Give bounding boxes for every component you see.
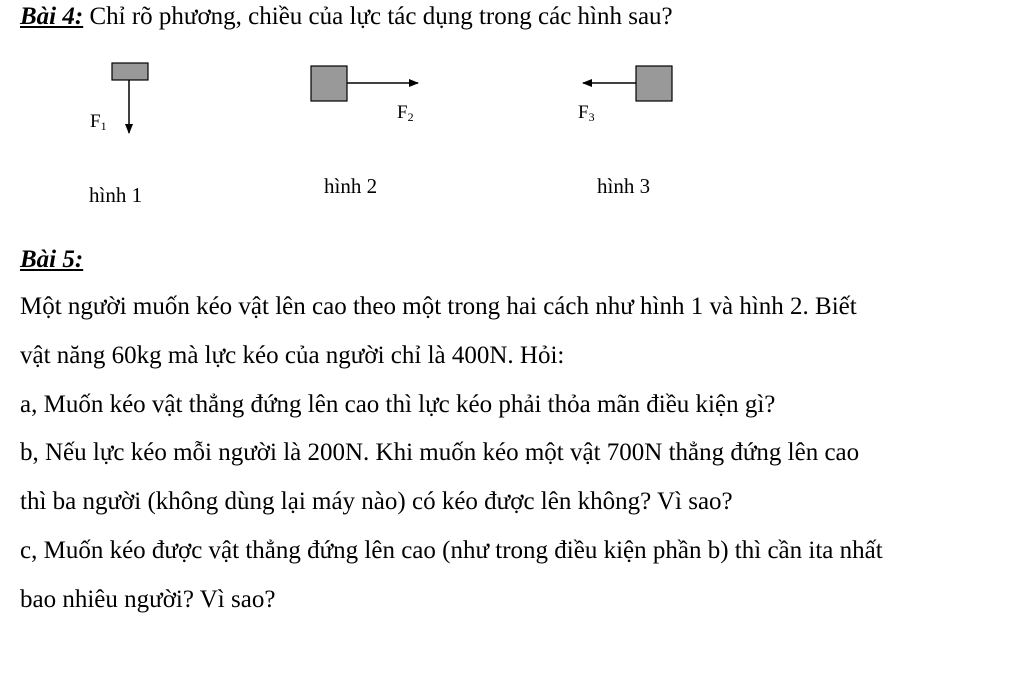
figure-2-force-symbol: F	[397, 102, 408, 123]
figure-3-block	[636, 66, 672, 101]
figure-2-caption: hình 2	[324, 174, 378, 198]
bai4-question: Chỉ rõ phương, chiều của lực tác dụng trong các hình sau?	[89, 3, 673, 30]
bai5-heading: Bài 5:	[20, 246, 84, 273]
figure-3-force-index: 3	[588, 110, 595, 124]
bai5-line-2: vật năng 60kg mà lực kéo của người chỉ là 400N. Hỏi:	[20, 342, 565, 369]
bai5-line-3: a, Muốn kéo vật thẳng đứng lên cao thì lực kéo phải thỏa mãn điều kiện gì?	[20, 391, 776, 418]
bai4-heading: Bài 4:	[20, 3, 84, 30]
bai5-line-6: c, Muốn kéo được vật thẳng đứng lên cao (như trong điều kiện phần b) thì cần ita nhất	[20, 537, 883, 564]
force-diagrams	[0, 0, 1024, 240]
figure-2-force-index: 2	[407, 110, 414, 124]
figure-3	[583, 66, 672, 101]
figure-1	[112, 63, 148, 133]
bai5-line-5: thì ba người (không dùng lại máy nào) có kéo được lên không? Vì sao?	[20, 488, 733, 515]
figure-1-caption: hình 1	[89, 183, 143, 207]
figure-1-force-label	[90, 111, 107, 137]
figure-3-caption: hình 3	[597, 174, 651, 198]
figure-2	[311, 66, 418, 101]
figure-1-force-index: 1	[100, 119, 107, 133]
bai5-line-4: b, Nếu lực kéo mỗi người là 200N. Khi muốn kéo một vật 700N thẳng đứng lên cao	[20, 439, 860, 466]
figure-1-force-symbol: F	[90, 111, 101, 132]
bai5-line-1: Một người muốn kéo vật lên cao theo một trong hai cách như hình 1 và hình 2. Biết	[20, 293, 857, 320]
bai5-line-7: bao nhiêu người? Vì sao?	[20, 586, 276, 613]
figure-1-block	[112, 63, 148, 80]
figure-2-block	[311, 66, 347, 101]
figure-3-force-label	[578, 102, 595, 128]
figure-2-force-label	[397, 102, 414, 128]
figure-3-force-symbol: F	[578, 102, 589, 123]
